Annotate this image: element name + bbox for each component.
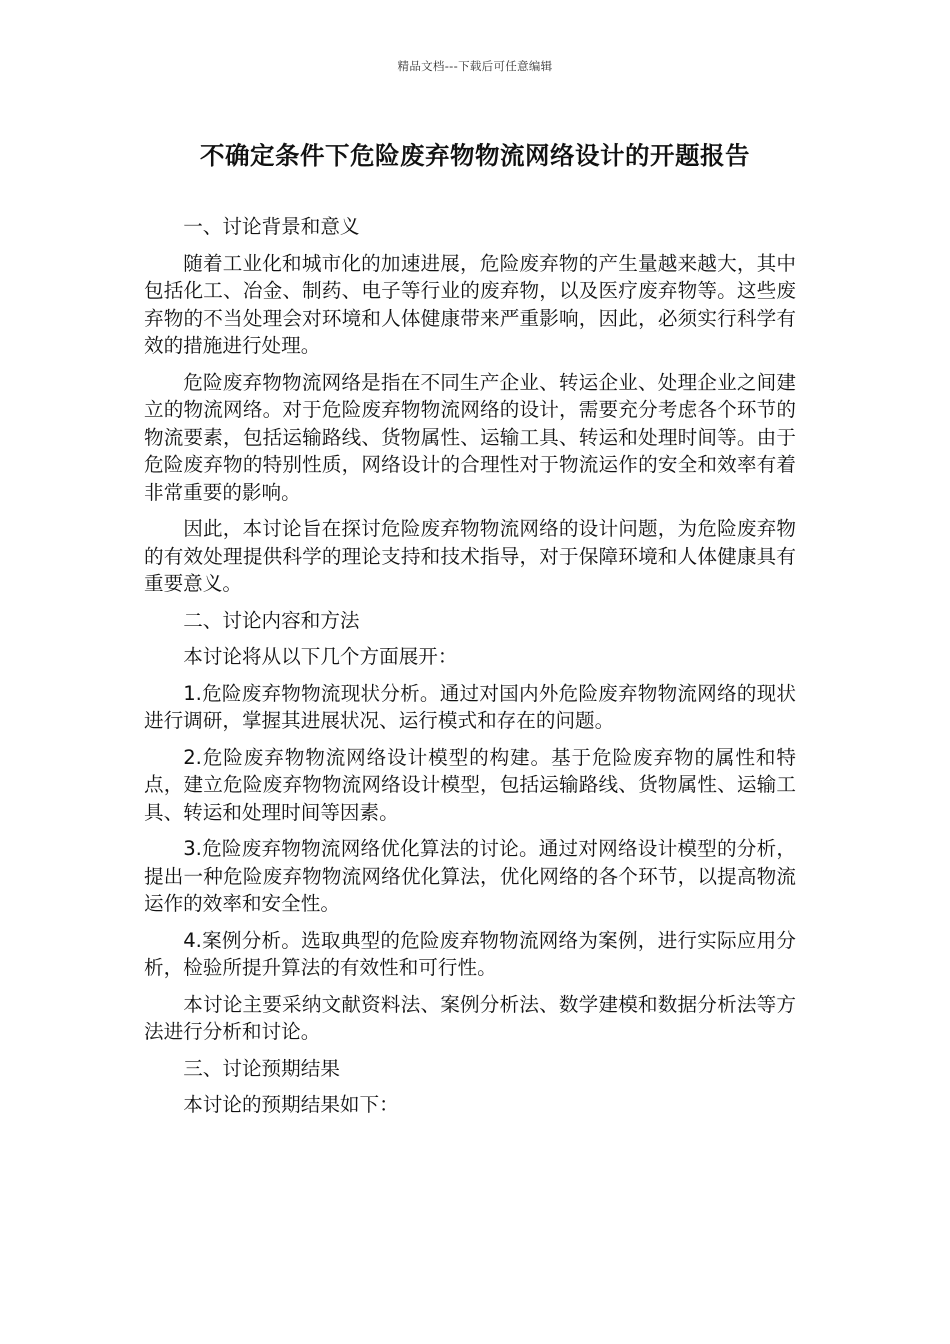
list-item-1: 1.危险废弃物物流现状分析。通过对国内外危险废弃物物流网络的现状进行调研，掌握其进展状况、运行模式和存在的问题。 bbox=[144, 681, 796, 732]
paragraph-background-3: 因此，本讨论旨在探讨危险废弃物物流网络的设计问题，为危险废弃物的有效处理提供科学的理论支持和技术指导，对于保障环境和人体健康具有重要意义。 bbox=[144, 517, 796, 595]
list-item-2: 2.危险废弃物物流网络设计模型的构建。基于危险废弃物的属性和特点，建立危险废弃物物流网络设计模型，包括运输路线、货物属性、运输工具、转运和处理时间等因素。 bbox=[144, 745, 796, 824]
section-heading-background: 一、讨论背景和意义 bbox=[183, 215, 360, 238]
paragraph-background-2: 危险废弃物物流网络是指在不同生产企业、转运企业、处理企业之间建立的物流网络。对于危险废弃物物流网络的设计，需要充分考虑各个环节的物流要素，包括运输路线、货物属性、运输工具、转运和处理时间等。由于危险废弃物的特别性质，网络设计的合理性对于物流运作的安全和效率有着非常重要的影响。 bbox=[144, 370, 796, 504]
section-heading-expected-results: 三、讨论预期结果 bbox=[183, 1056, 340, 1080]
section-heading-content-methods: 二、讨论内容和方法 bbox=[183, 608, 360, 632]
header-note: 精品文档---下载后可任意编辑 bbox=[397, 59, 553, 73]
document-title: 不确定条件下危险废弃物物流网络设计的开题报告 bbox=[200, 141, 750, 170]
list-item-3: 3.危险废弃物物流网络优化算法的讨论。通过对网络设计模型的分析，提出一种危险废弃物物流网络优化算法，优化网络的各个环节，以提高物流运作的效率和安全性。 bbox=[144, 837, 796, 915]
paragraph-content-intro: 本讨论将从以下几个方面展开： bbox=[183, 645, 458, 668]
list-item-4: 4.案例分析。选取典型的危险废弃物物流网络为案例，进行实际应用分析，检验所提升算法的有效性和可行性。 bbox=[144, 928, 796, 979]
document-body bbox=[144, 213, 796, 1128]
paragraph-background-1: 随着工业化和城市化的加速进展，危险废弃物的产生量越来越大，其中包括化工、冶金、制药、电子等行业的废弃物，以及医疗废弃物等。这些废弃物的不当处理会对环境和人体健康带来严重影响，因此，必须实行科学有效的措施进行处理。 bbox=[144, 251, 796, 357]
paragraph-methods: 本讨论主要采纳文献资料法、案例分析法、数学建模和数据分析法等方法进行分析和讨论。 bbox=[144, 992, 796, 1043]
paragraph-expected-intro: 本讨论的预期结果如下： bbox=[183, 1093, 399, 1116]
